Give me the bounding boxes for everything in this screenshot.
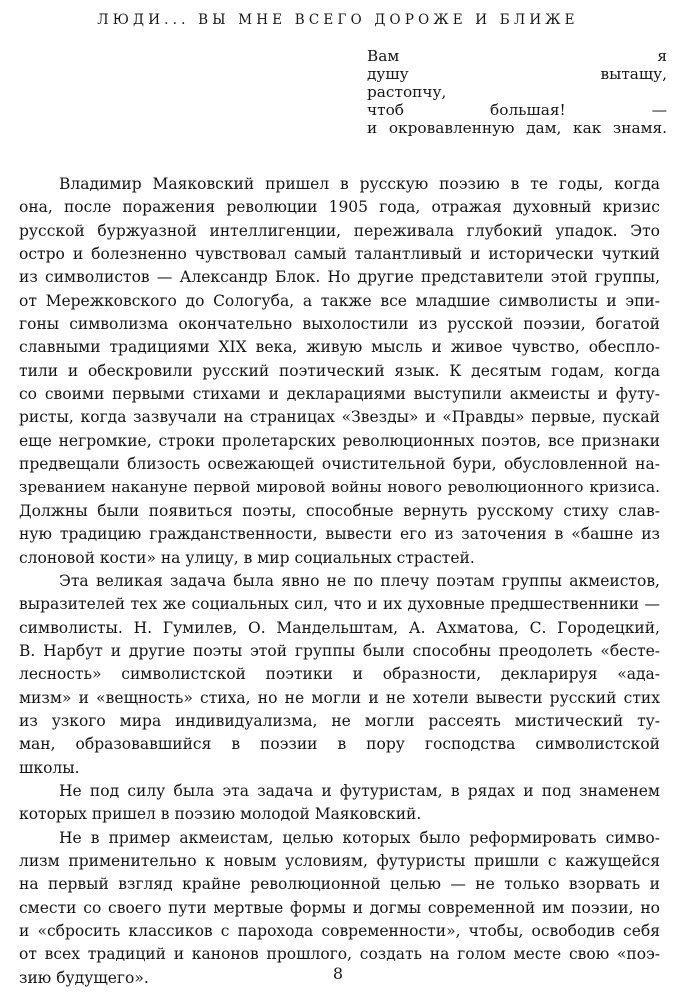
text-line: лизм применительно к новым условиям, футуристы пришли с кажущейся bbox=[19, 851, 660, 870]
text-line: зию будущего». bbox=[19, 968, 149, 987]
text-line: зреванием накануне первой мировой войны нового революционного кризиса. bbox=[19, 478, 660, 497]
text-line: ман, образовавшийся в поэзии в пору господства символистской bbox=[19, 735, 660, 754]
text-line: остро и болезненно чувствовал самый талантливый и исторически чуткий bbox=[19, 245, 660, 264]
paragraph bbox=[19, 780, 660, 827]
text-line: предвещали близость освежающей очистительной бури, обусловленной на- bbox=[19, 455, 660, 474]
text-line: со своими первыми стихами и декларациями выступили акмеисты и футу- bbox=[19, 385, 660, 404]
text-line: от всех традиций и канонов прошлого, создать на голом месте свою «поэ- bbox=[19, 945, 660, 964]
text-line: Не в пример акмеистам, целью которых было реформировать симво- bbox=[59, 828, 660, 847]
text-line: мизм» и «вещность» стиха, но не могли и не хотели вывести русский стих bbox=[19, 688, 660, 707]
text-line: русской буржуазной интеллигенции, переживала глубокий упадок. Это bbox=[19, 221, 660, 240]
page-number: 8 bbox=[332, 964, 344, 983]
text-line: выразителей тех же социальных сил, что и их духовные предшественники — bbox=[19, 595, 660, 614]
text-line: В. Нарбут и другие поэты этой группы были способны преодолеть «бесте- bbox=[19, 641, 660, 660]
text-line: гоны символизма окончательно выхолостили из русской поэзии, богатой bbox=[19, 315, 660, 334]
text-line: тили и обескровили русский поэтический язык. К десятым годам, когда bbox=[19, 361, 660, 380]
epigraph-line: душу вытащу, bbox=[367, 65, 667, 84]
text-line: Эта великая задача была явно не по плечу поэтам группы акмеистов, bbox=[59, 571, 660, 590]
text-line: Должны были появиться поэты, способные вернуть русскому стиху слав- bbox=[19, 501, 660, 520]
text-line: Владимир Маяковский пришел в русскую поэзию в те годы, когда bbox=[59, 175, 660, 193]
text-line: славными традициями XIX века, живую мысль и живое чувство, обеспло- bbox=[19, 338, 660, 357]
text-line: ную традицию гражданственности, вывести его из заточения в «башне из bbox=[19, 525, 660, 544]
text-line: школы. bbox=[19, 758, 80, 777]
epigraph-line: Вам я bbox=[367, 47, 667, 65]
text-line: лесность» символистской поэтики и образности, декларируя «ада- bbox=[19, 665, 660, 684]
text-line: слоновой кости» на улицу, в мир социальных страстей. bbox=[19, 548, 475, 567]
text-line: Не под силу была эта задача и футуристам, в рядах и под знаменем bbox=[59, 781, 660, 800]
text-line: символисты. Н. Гумилев, О. Мандельштам, А. Ахматова, С. Городецкий, bbox=[19, 618, 660, 637]
paragraph bbox=[19, 570, 660, 780]
text-line: она, после поражения революции 1905 года, отражая духовный кризис bbox=[19, 198, 660, 217]
text-line: смести со своего пути мертвые формы и догмы современной им поэзии, но bbox=[19, 898, 660, 917]
paragraph bbox=[19, 173, 660, 570]
text-line: еще негромкие, строки пролетарских революционных поэтов, все признаки bbox=[19, 431, 660, 450]
body-text bbox=[19, 173, 660, 990]
running-header: ЛЮДИ... ВЫ МНЕ ВСЕГО ДОРОЖЕ И БЛИЖЕ bbox=[97, 12, 579, 28]
epigraph-line: растопчу, bbox=[367, 83, 447, 102]
text-line: из узкого мира индивидуализма, не могли рассеять мистический ту- bbox=[19, 711, 660, 730]
text-line: на первый взгляд крайне революционной целью — не только взорвать и bbox=[19, 875, 660, 894]
text-line: из символистов — Александр Блок. Но другие представители этой группы, bbox=[19, 268, 660, 287]
text-line: и «сбросить классиков с парохода современности», чтобы, освободив себя bbox=[19, 922, 660, 940]
text-line: от Мережковского до Сологуба, а также все младшие символисты и эпи- bbox=[19, 291, 660, 310]
epigraph bbox=[367, 47, 667, 137]
text-line: ристы, когда зазвучали на страницах «Звезды» и «Правды» первые, пускай bbox=[19, 408, 660, 427]
epigraph-line: чтоб большая! — bbox=[367, 101, 667, 120]
epigraph-line: и окровавленную дам, как знамя. bbox=[367, 119, 667, 138]
text-line: которых пришел в поэзию молодой Маяковский. bbox=[19, 805, 422, 824]
